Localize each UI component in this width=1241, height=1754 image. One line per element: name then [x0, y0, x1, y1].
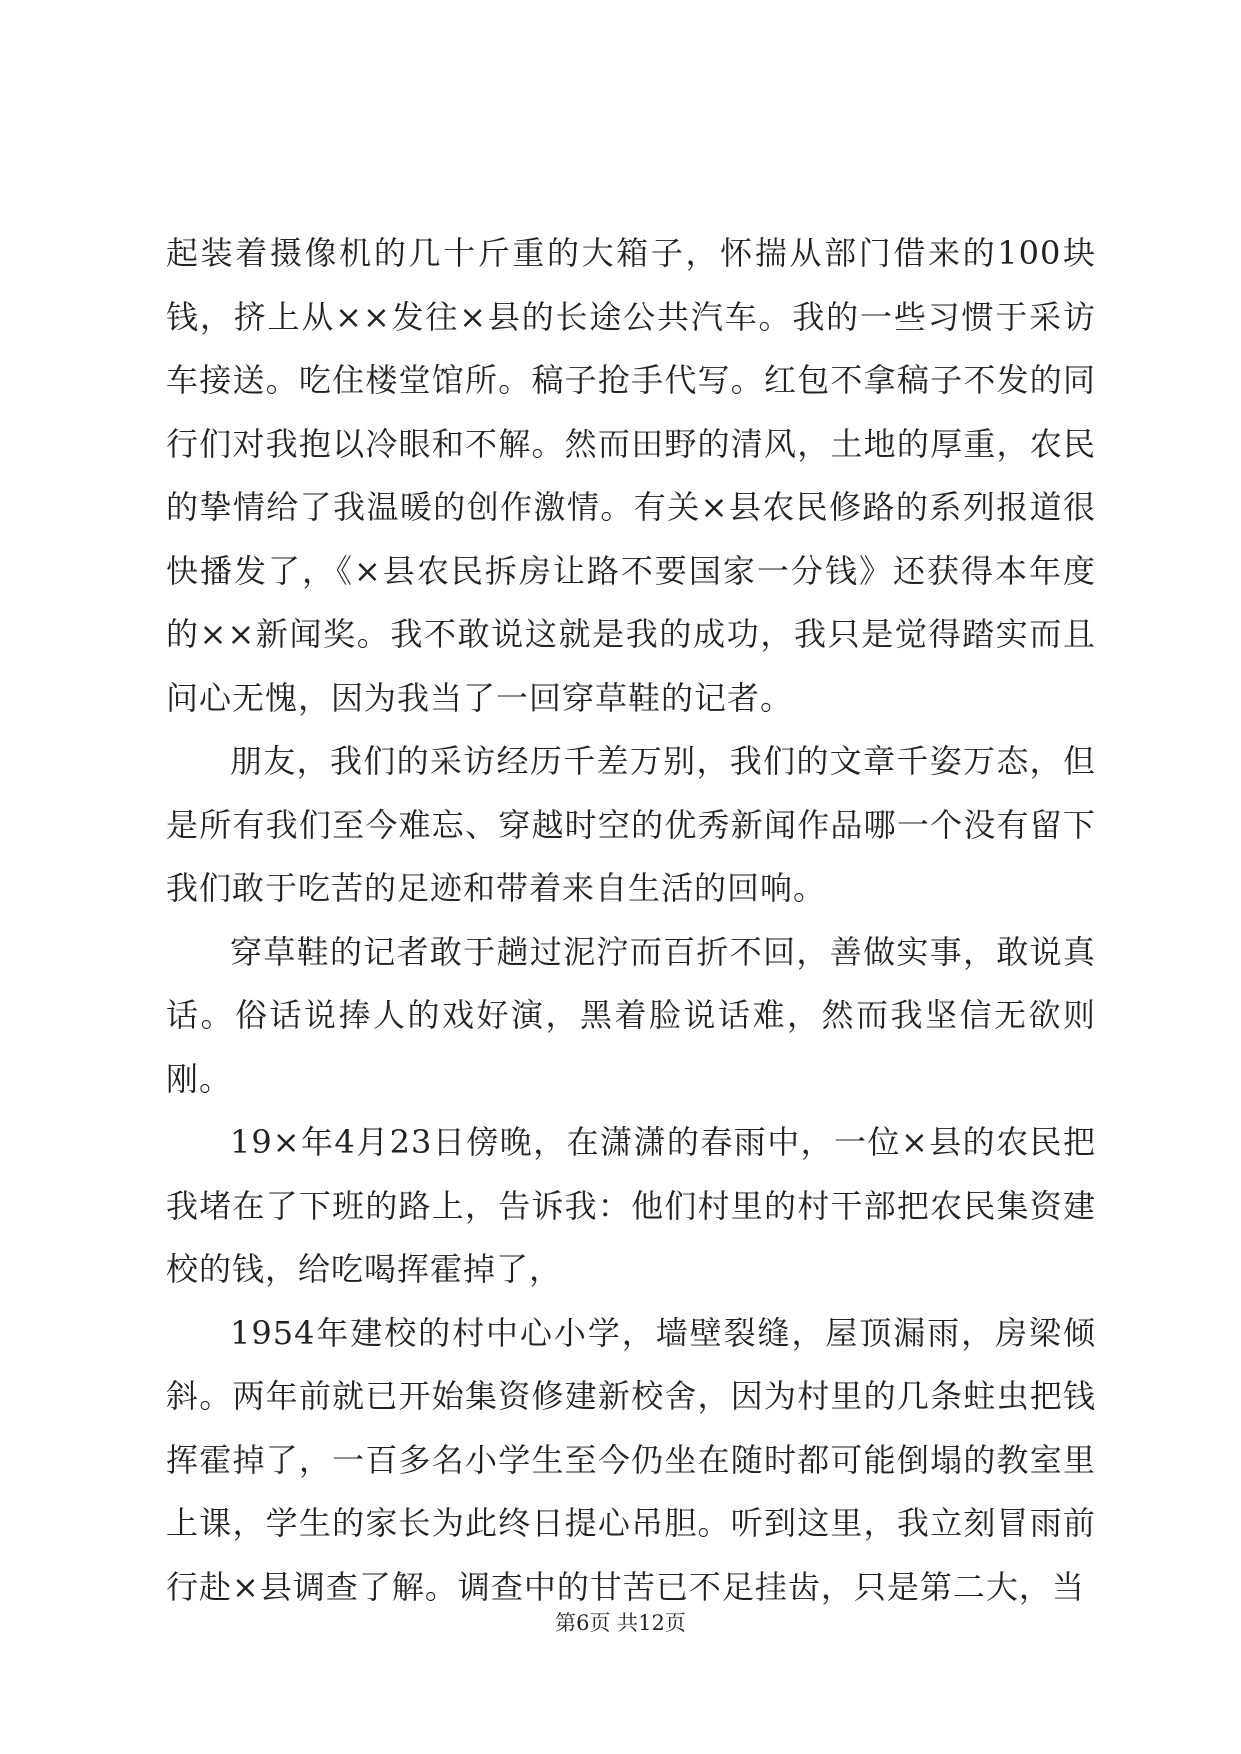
paragraph-continued: 起装着摄像机的几十斤重的大箱子，怀揣从部门借来的100块钱，挤上从××发往×县的长途公共汽车。我的一些习惯于采访车接送。吃住楼堂馆所。稿子抢手代写。红包不拿稿子不发的同行们对我抱以冷眼和不解。然而田野的清风，土地的厚重，农民的挚情给了我温暖的创作激情。有关×县农民修路的系列报道很快播发了，《×县农民拆房让路不要国家一分钱》还获得本年度的××新闻奖。我不敢说这就是我的成功，我只是觉得踏实而且问心无愧，因为我当了一回穿草鞋的记者。 [166, 234, 1096, 717]
paragraph: 1954年建校的村中心小学，墙壁裂缝，屋顶漏雨，房梁倾斜。两年前就已开始集资修建新校舍，因为村里的几条蛀虫把钱挥霍掉了，一百多名小学生至今仍坐在随时都可能倒塌的教室里上课，学生的家长为此终日提心吊胆。听到这里，我立刻冒雨前行赴×县调查了解。调查中的甘苦已不足挂齿，只是第二大，当 [166, 1313, 1096, 1606]
paragraph: 朋友，我们的采访经历千差万别，我们的文章千姿万态，但是所有我们至今难忘、穿越时空的优秀新闻作品哪一个没有留下我们敢于吃苦的足迹和带着来自生活的回响。 [166, 742, 1096, 907]
page-number-footer: 第6页 共12页 [555, 1611, 686, 1635]
body-text [166, 222, 1096, 1619]
paragraph: 19×年4月23日傍晚，在潇潇的春雨中，一位×县的农民把我堵在了下班的路上，告诉我：他们村里的村干部把农民集资建校的钱，给吃喝挥霍掉了， [166, 1123, 1096, 1288]
paragraph: 穿草鞋的记者敢于趟过泥泞而百折不回，善做实事，敢说真话。俗话说捧人的戏好演，黑着脸说话难，然而我坚信无欲则刚。 [166, 932, 1096, 1098]
